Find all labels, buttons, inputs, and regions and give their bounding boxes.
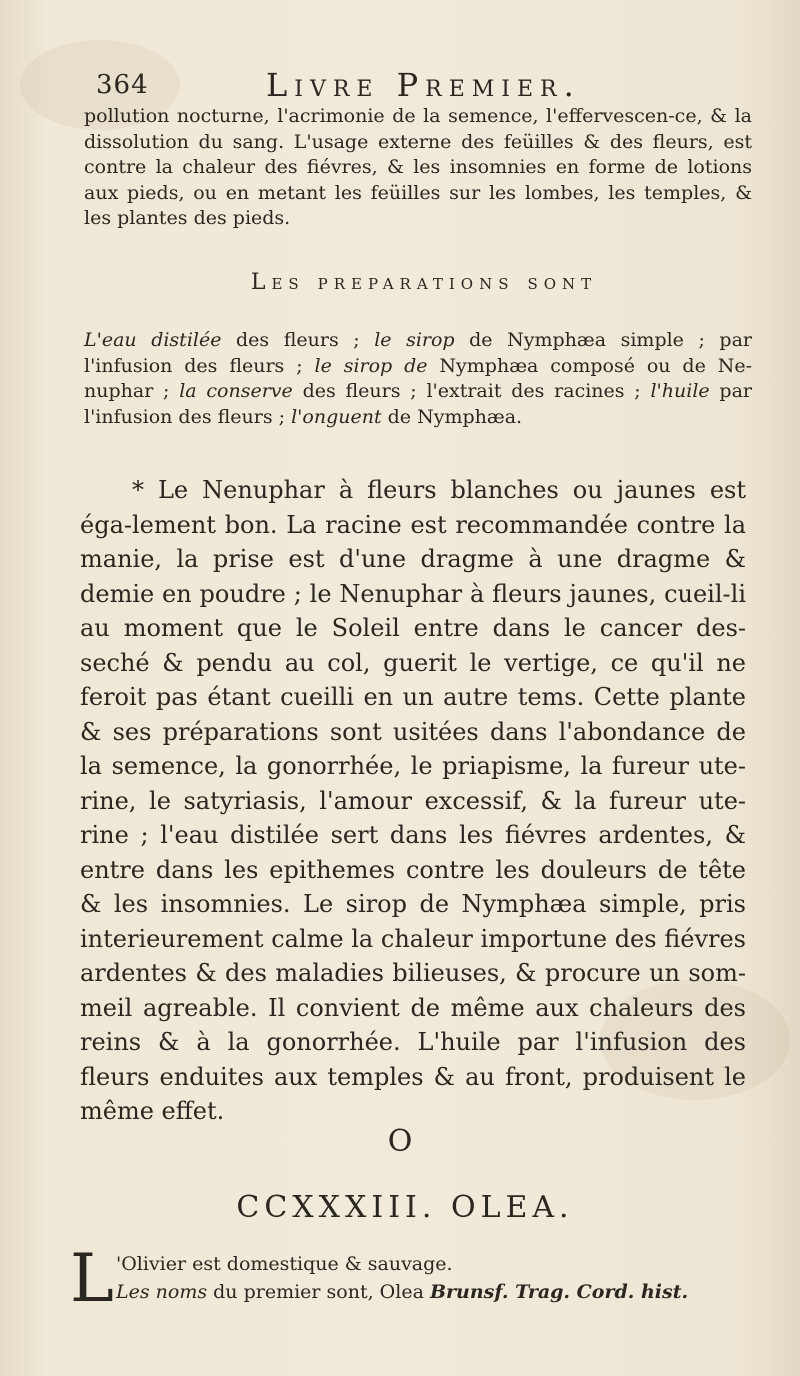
main-paragraph: * Le Nenuphar à fleurs blanches ou jaunes est éga-lement bon. La racine est recommandée contre la manie, la prise est d'une dragme à une dragme & demie en poudre ; le Nenuphar à fleurs jaunes, cueil-li au moment que le Soleil entre dans le cancer des-seché & pendu au col, guerit le vertige, ce qu'il ne feroit pas étant cueilli en un autre tems. Cette plante & ses préparations sont usitées dans l'abondance de la semence, la gonorrhée, le priapisme, la fureur ute-rine, le satyriasis, l'amour excessif, & la fureur ute-rine ; l'eau distilée sert dans les fiévres ardentes, & entre dans les epithemes contre les douleurs de tête & les insomnies. Le sirop de Nymphæa simple, pris interieurement calme la chaleur importune des fiévres ardentes & des maladies bilieuses, & procure un som-meil agreable. Il convient de même aux chaleurs des reins & à la gonorrhée. L'huile par l'infusion des fleurs enduites aux temples & au front, produisent le même effet. — [80, 476, 746, 1125]
chapter-line-1: 'Olivier est domestique & sauvage. — [116, 1253, 453, 1275]
page-header — [96, 66, 736, 106]
section-heading: Les preparations sont — [250, 270, 598, 295]
continuation-block — [84, 104, 752, 232]
page-number: 364 — [96, 70, 149, 100]
text-run: des fleurs ; — [221, 329, 375, 351]
text-run: des fleurs ; l'extrait des racines ; — [292, 380, 651, 403]
italic-term: Les noms — [116, 1281, 208, 1303]
drop-cap: L — [70, 1240, 114, 1317]
continuation-paragraph: pollution nocturne, l'acrimonie de la semence, l'effervescen-ce, & la dissolution du sang. L'usage externe des feüilles & des fleurs, est contre la chaleur des fiévres, & les insomnies en forme de lotions aux pieds, ou en metant les feüilles sur les lombes, les temples, & les plantes des pieds. — [84, 105, 752, 230]
text-run: de Nymphæa simple ; par l'infusion des fleurs ; — [84, 329, 752, 377]
italic-term: l'onguent — [291, 405, 382, 428]
ornament-mark: O — [387, 1124, 413, 1159]
chapter-heading: CCXXXIII. OLEA. — [236, 1190, 574, 1225]
main-text-block — [80, 473, 746, 1129]
italic-term: l'huile — [650, 380, 710, 403]
italic-term: le sirop — [374, 329, 455, 351]
preparations-paragraph — [84, 328, 752, 430]
text-run: de Nymphæa. — [381, 405, 523, 428]
text-run: du premier sont, Olea — [207, 1281, 430, 1303]
preparations-block — [84, 328, 752, 430]
italic-term: L'eau distilée — [84, 329, 222, 351]
running-title: Livre Premier. — [266, 66, 581, 104]
italic-term: le sirop de — [314, 354, 428, 377]
italic-term: Brunsf. Trag. Cord. hist. — [429, 1281, 689, 1303]
chapter-line-2 — [116, 1278, 756, 1306]
italic-term: la conserve — [179, 380, 293, 403]
chapter-intro — [116, 1250, 756, 1306]
text-run: Nymphæa composé ou de Ne-nuphar ; — [84, 354, 753, 403]
text-run: par l'infusion des fleurs ; — [84, 380, 752, 428]
